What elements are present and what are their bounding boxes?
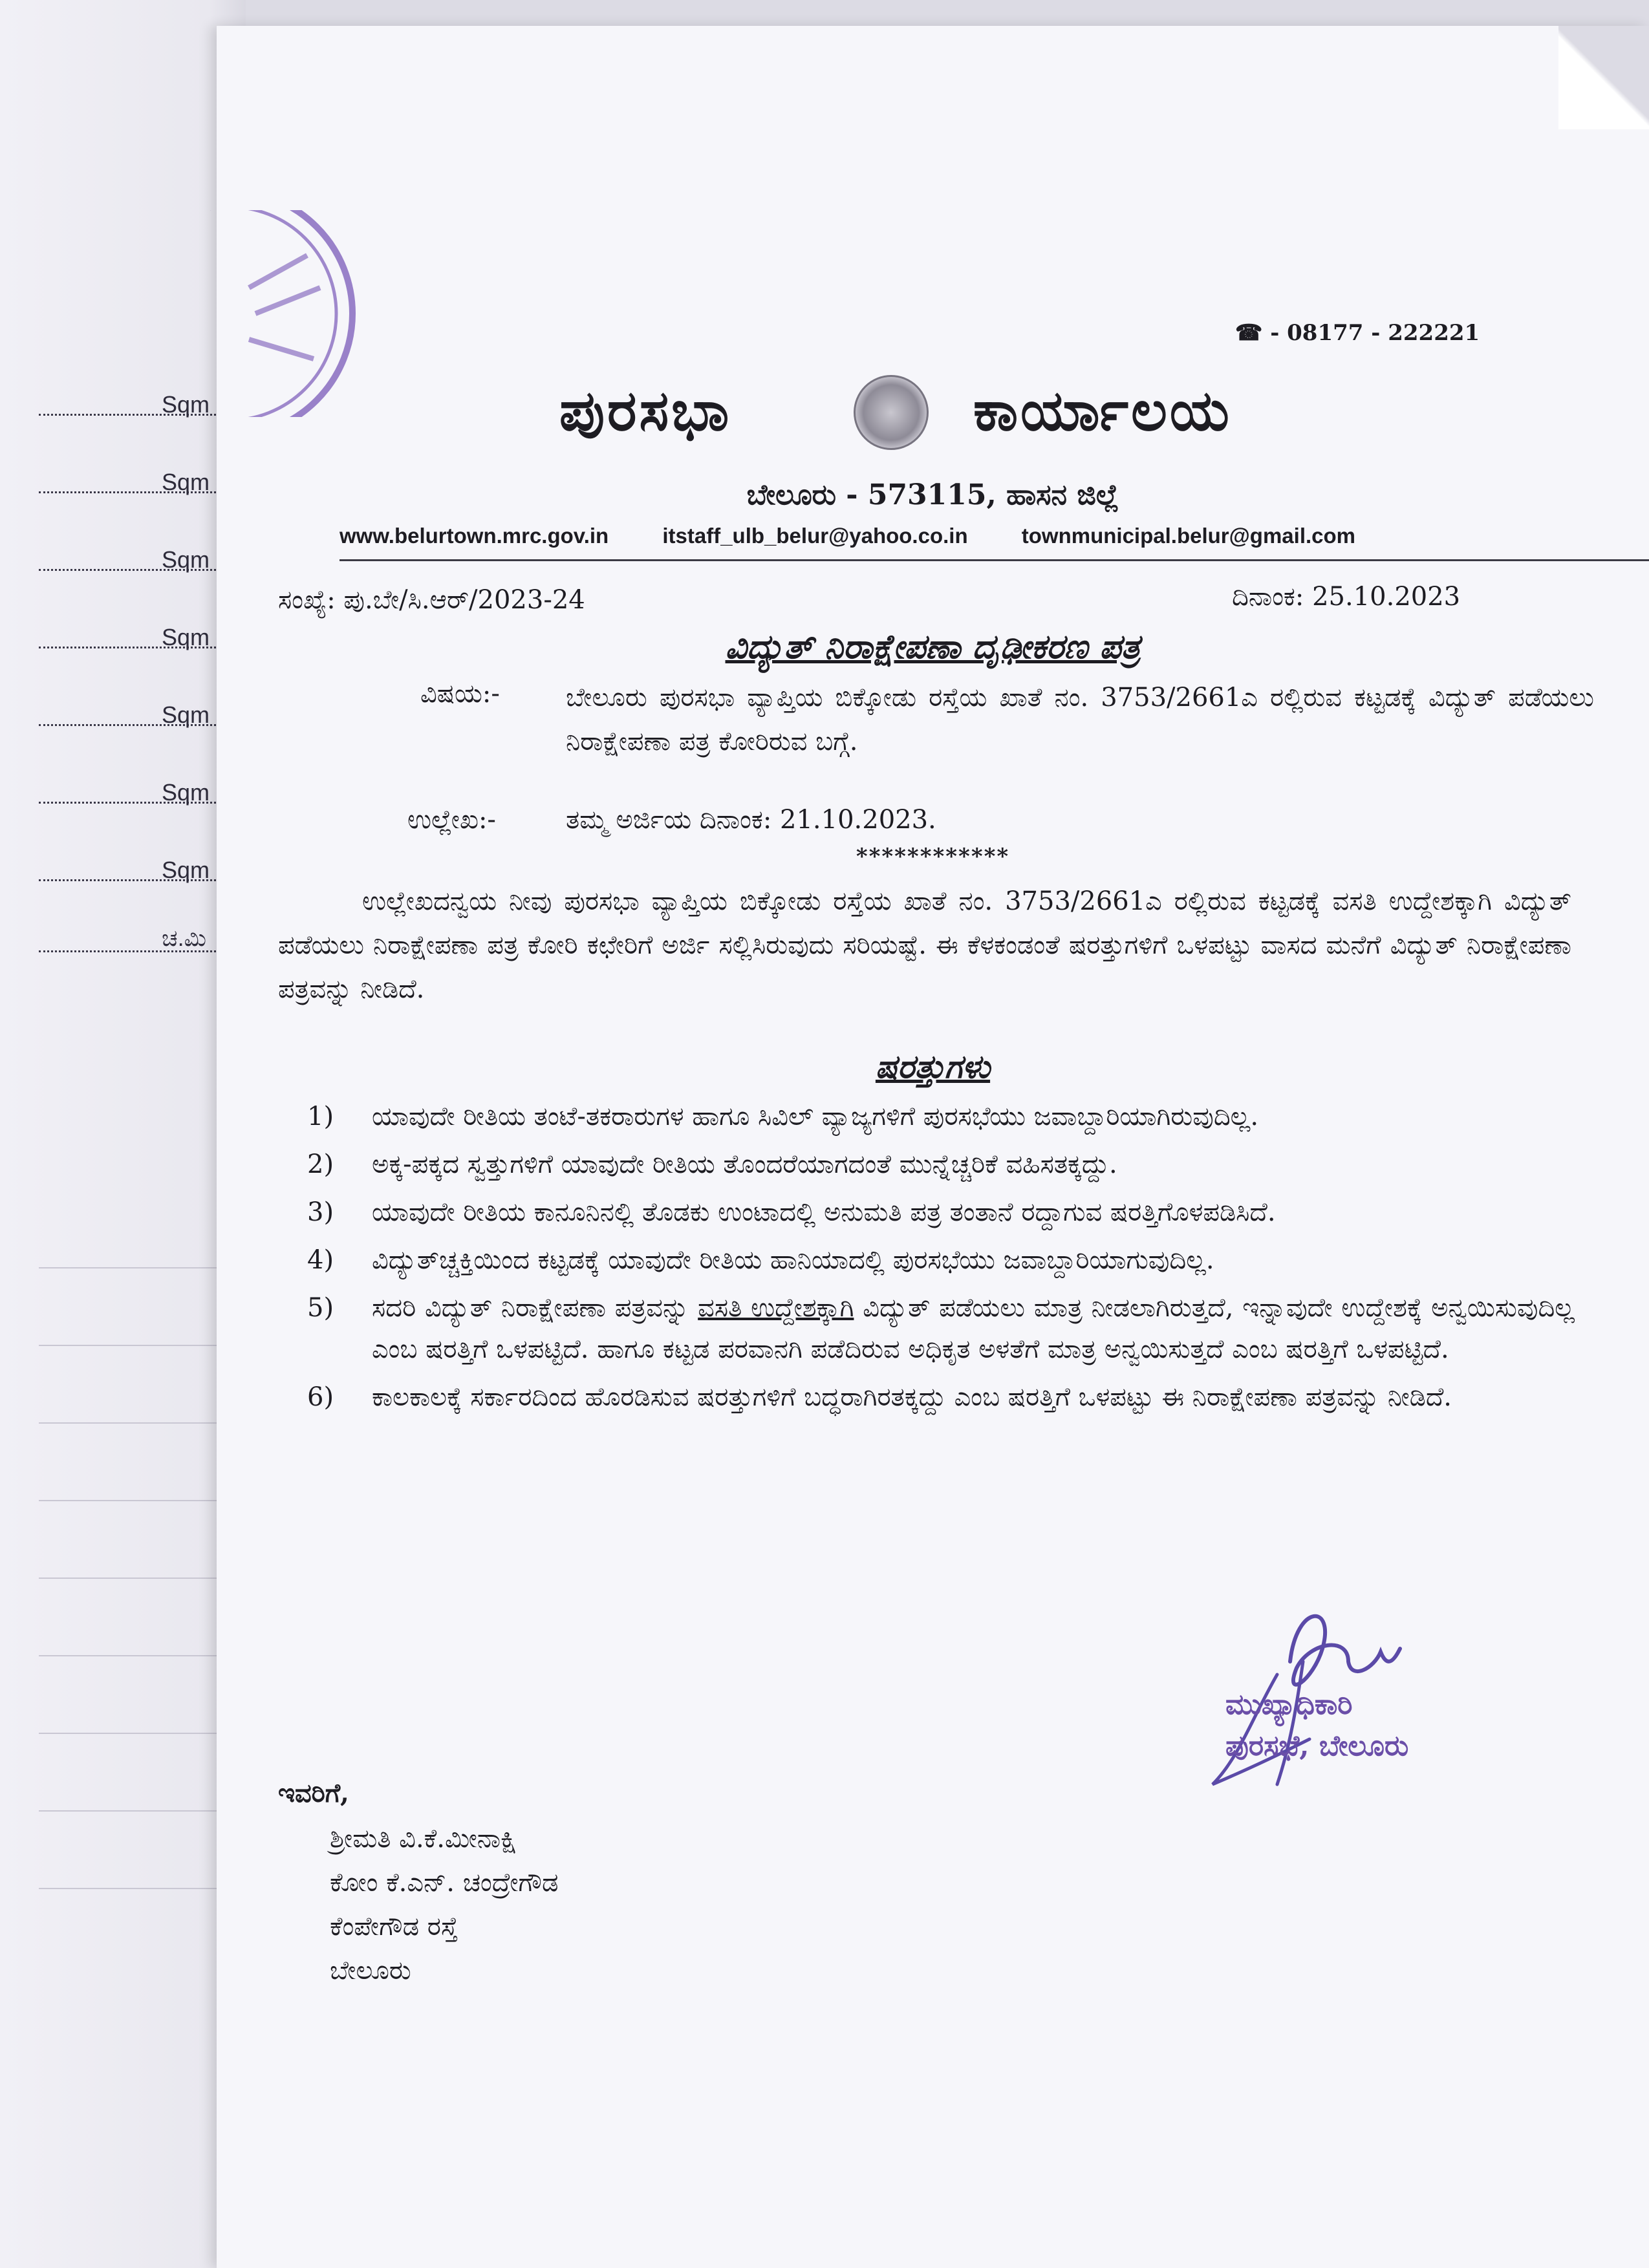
signatory-title: ಮುಖ್ಯಾಧಿಕಾರಿ xyxy=(1225,1688,1353,1721)
signatory-office: ಪುರಸಭೆ, ಬೇಲೂರು xyxy=(1225,1729,1409,1762)
letter-sheet xyxy=(217,26,1649,2268)
separator: ************ xyxy=(856,844,1010,870)
office-title-right: ಕಾರ್ಯಾಲಯ xyxy=(973,378,1232,444)
under-label: Sqm xyxy=(162,857,210,883)
underlined-phrase: ವಸತಿ ಉದ್ದೇಶಕ್ಕಾಗಿ xyxy=(698,1293,854,1323)
subject-text: ಬೇಲೂರು ಪುರಸಭಾ ವ್ಯಾಪ್ತಿಯ ಬಿಕ್ಕೋಡು ರಸ್ತೆಯ ಖಾತೆ ನಂ. 3753/2661ಎ ರಲ್ಲಿರುವ ಕಟ್ಟಡಕ್ಕೆ ವಿದ್ಯುತ್ ಪಡೆಯಲು ನಿರಾಕ್ಷೇಪಣಾ ಪತ್ರ ಕೋರಿರುವ ಬಗ್ಗೆ. xyxy=(566,683,1594,756)
reference-number: ಸಂಖ್ಯೆ: ಪು.ಬೇ/ಸಿ.ಆರ್/2023-24 xyxy=(278,585,585,615)
recipient-line: ಕೋಂ ಕೆ.ಎನ್. ಚಂದ್ರೇಗೌಡ xyxy=(330,1868,559,1898)
list-item: 2) ಅಕ್ಕ-ಪಕ್ಕದ ಸ್ವತ್ತುಗಳಿಗೆ ಯಾವುದೇ ರೀತಿಯ ತೊಂದರೆಯಾಗದಂತೆ ಮುನ್ನೆಚ್ಚರಿಕೆ ವಹಿಸತಕ್ಕದ್ದು. xyxy=(307,1150,1117,1179)
underlying-page xyxy=(0,0,246,2268)
page-corner-fold xyxy=(1558,26,1649,129)
under-label: Sqm xyxy=(162,469,210,495)
office-title-left: ಪುರಸಭಾ xyxy=(559,378,732,444)
recipient-address xyxy=(330,1817,558,1993)
list-item: 5) ಸದರಿ ವಿದ್ಯುತ್ ನಿರಾಕ್ಷೇಪಣಾ ಪತ್ರವನ್ನು ವಸತಿ ಉದ್ದೇಶಕ್ಕಾಗಿ ವಿದ್ಯುತ್ ಪಡೆಯಲು ಮಾತ್ರ ನೀಡಲಾಗಿರುತ್ತದೆ, ಇನ್ನಾವುದೇ ಉದ್ದೇಶಕ್ಕೆ ಅನ್ವಯಿಸುವುದಿಲ್ಲ ಎಂಬ ಷರತ್ತಿಗೆ ಒಳಪಟ್ಟಿದೆ. ಹಾಗೂ ಕಟ್ಟಡ ಪರವಾನಗಿ ಪಡೆದಿರುವ ಅಧಿಕೃತ ಅಳತೆಗೆ ಮಾತ್ರ ಅನ್ವಯಿಸುತ್ತದೆ ಎಂಬ ಷರತ್ತಿಗೆ ಒಳಪಟ್ಟಿದೆ. xyxy=(307,1293,1575,1364)
divider xyxy=(339,559,1649,561)
under-label: Sqm xyxy=(162,391,210,418)
list-item: 3) ಯಾವುದೇ ರೀತಿಯ ಕಾನೂನಿನಲ್ಲಿ ತೊಡಕು ಉಂಟಾದಲ್ಲಿ ಅನುಮತಿ ಪತ್ರ ತಂತಾನೆ ರದ್ದಾಗುವ ಷರತ್ತಿಗೊಳಪಡಿಸಿದೆ. xyxy=(307,1197,1276,1227)
signatory-block xyxy=(1225,1684,1408,1767)
list-item: 6) ಕಾಲಕಾಲಕ್ಕೆ ಸರ್ಕಾರದಿಂದ ಹೊರಡಿಸುವ ಷರತ್ತುಗಳಿಗೆ ಬದ್ಧರಾಗಿರತಕ್ಕದ್ದು ಎಂಬ ಷರತ್ತಿಗೆ ಒಳಪಟ್ಟು ಈ ನಿರಾಕ್ಷೇಪಣಾ ಪತ್ರವನ್ನು ನೀಡಿದೆ. xyxy=(307,1382,1452,1412)
email-link[interactable]: itstaff_ulb_belur@yahoo.co.in xyxy=(662,524,968,548)
under-label: Sqm xyxy=(162,779,210,806)
recipient-line: ಶ್ರೀಮತಿ ವಿ.ಕೆ.ಮೀನಾಕ್ಷಿ xyxy=(330,1824,517,1854)
list-item: 4) ವಿದ್ಯುತ್‌ಚ್ಚಕ್ತಿಯಿಂದ ಕಟ್ಟಡಕ್ಕೆ ಯಾವುದೇ ರೀತಿಯ ಹಾನಿಯಾದಲ್ಲಿ ಪುರಸಭೆಯು ಜವಾಬ್ದಾರಿಯಾಗುವುದಿಲ್ಲ. xyxy=(307,1245,1214,1275)
municipal-emblem-icon xyxy=(854,375,929,450)
conditions-title: ಷರತ್ತುಗಳು xyxy=(875,1047,991,1086)
under-label: Sqm xyxy=(162,701,210,728)
recipient-header: ಇವರಿಗೆ, xyxy=(278,1778,349,1808)
contact-line xyxy=(339,524,1401,548)
office-seal-stamp xyxy=(210,210,365,417)
letter-date: ದಿನಾಂಕ: 25.10.2023 xyxy=(1232,582,1461,612)
body-paragraph: ಉಲ್ಲೇಖದನ್ವಯ ನೀವು ಪುರಸಭಾ ವ್ಯಾಪ್ತಿಯ ಬಿಕ್ಕೋಡು ರಸ್ತೆಯ ಖಾತೆ ನಂ. 3753/2661ಎ ರಲ್ಲಿರುವ ಕಟ್ಟಡಕ್ಕೆ ವಸತಿ ಉದ್ದೇಶಕ್ಕಾಗಿ ವಿದ್ಯುತ್ ಪಡೆಯಲು ನಿರಾಕ್ಷೇಪಣಾ ಪತ್ರ ಕೋರಿ ಕಛೇರಿಗೆ ಅರ್ಜಿ ಸಲ್ಲಿಸಿರುವುದು ಸರಿಯಷ್ಟೆ. ಈ ಕೆಳಕಂಡಂತೆ ಷರತ್ತುಗಳಿಗೆ ಒಳಪಟ್ಟು ವಾಸದ ಮನೆಗೆ ವಿದ್ಯುತ್ ನಿರಾಕ್ಷೇಪಣಾ ಪತ್ರವನ್ನು ನೀಡಿದೆ. xyxy=(278,886,1571,1004)
recipient-line: ಕೆಂಪೇಗೌಡ ರಸ್ತೆ xyxy=(330,1912,458,1942)
recipient-line: ಬೇಲೂರು xyxy=(330,1956,411,1985)
letter-title: ವಿದ್ಯುತ್ ನಿರಾಕ್ಷೇಪಣಾ ದೃಢೀಕರಣ ಪತ್ರ xyxy=(725,627,1141,667)
email-link[interactable]: townmunicipal.belur@gmail.com xyxy=(1021,524,1356,548)
telephone-icon: ☎ xyxy=(1235,320,1263,346)
under-label: Sqm xyxy=(162,546,210,573)
under-label: ಚ.ಮಿ xyxy=(162,925,207,951)
under-label: Sqm xyxy=(162,624,210,650)
list-item: 1) ಯಾವುದೇ ರೀತಿಯ ತಂಟೆ-ತಕರಾರುಗಳ ಹಾಗೂ ಸಿವಿಲ್ ವ್ಯಾಜ್ಯಗಳಿಗೆ ಪುರಸಭೆಯು ಜವಾಬ್ದಾರಿಯಾಗಿರುವುದಿಲ್ಲ. xyxy=(307,1102,1259,1131)
subject-label: ವಿಷಯ:- xyxy=(420,679,500,709)
conditions-list xyxy=(307,1096,1575,1424)
phone-number: ☎ - 08177 - 222221 xyxy=(1235,320,1480,346)
office-address: ಬೇಲೂರು - 573115, ಹಾಸನ ಜಿಲ್ಲೆ xyxy=(746,478,1119,511)
reference-label: ಉಲ್ಲೇಖ:- xyxy=(407,805,496,835)
reference-text: ತಮ್ಮ ಅರ್ಜಿಯ ದಿನಾಂಕ: 21.10.2023. xyxy=(566,805,936,835)
website-link[interactable]: www.belurtown.mrc.gov.in xyxy=(339,524,609,548)
